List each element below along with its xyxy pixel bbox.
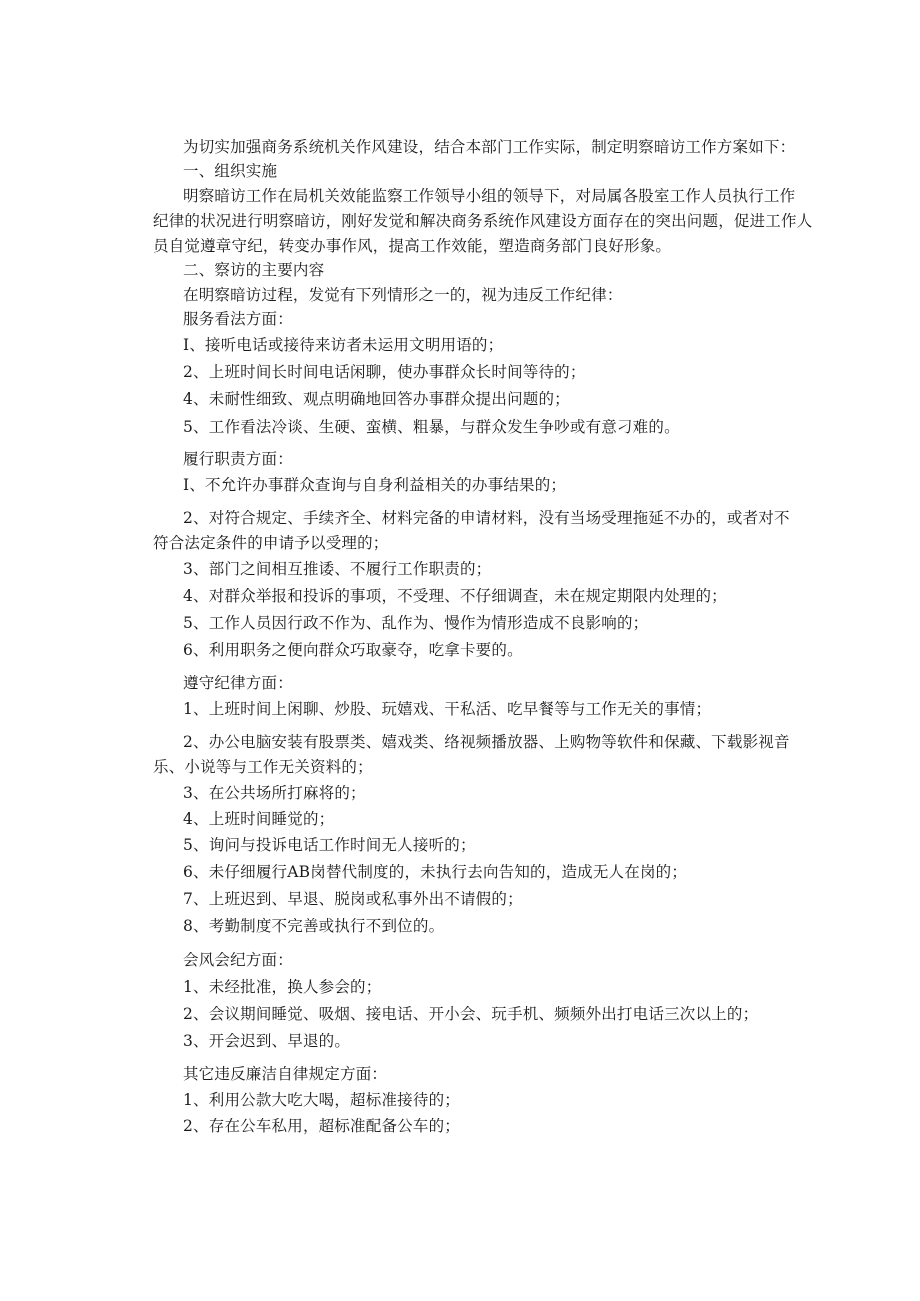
- list-item: 3、开会迟到、早退的。: [183, 1032, 351, 1050]
- list-item: 4、对群众举报和投诉的事项，不受理、不仔细调查，未在规定期限内处理的；: [183, 587, 727, 605]
- list-item: 8、考勤制度不完善或执行不到位的。: [183, 917, 445, 935]
- list-item: 6、利用职务之便向群众巧取豪夺，吃拿卡要的。: [183, 641, 523, 659]
- list-item: 2、办公电脑安装有股票类、嬉戏类、络视频播放器、上购物等软件和保藏、下载影视音: [183, 733, 790, 751]
- subsection-heading: 会风会纪方面：: [183, 951, 293, 969]
- list-item: 1、上班时间上闲聊、炒股、玩嬉戏、干私活、吃早餐等与工作无关的事情；: [183, 700, 712, 718]
- list-item: 7、上班迟到、早退、脱岗或私事外出不请假的；: [183, 890, 523, 908]
- list-item: 4、未耐性细致、观点明确地回答办事群众提出问题的；: [183, 390, 570, 408]
- section-heading-2: 二、察访的主要内容: [183, 261, 325, 279]
- list-item-cont: 符合法定条件的申请予以受理的；: [153, 534, 389, 552]
- list-item: 3、在公共场所打麻将的；: [183, 784, 366, 802]
- list-item: 6、未仔细履行AB岗替代制度的，未执行去向告知的，造成无人在岗的；: [183, 863, 688, 881]
- list-item: 2、对符合规定、手续齐全、材料完备的申请材料，没有当场受理拖延不办的，或者对不: [183, 509, 790, 527]
- list-item: 2、上班时间长时间电话闲聊，使办事群众长时间等待的；: [183, 363, 586, 381]
- paragraph-line: 员自觉遵章守纪，转变办事作风，提高工作效能，塑造商务部门良好形象。: [153, 237, 672, 255]
- list-item: I、不允许办事群众查询与自身利益相关的办事结果的；: [183, 476, 567, 494]
- subsection-heading: 遵守纪律方面：: [183, 674, 293, 692]
- paragraph-line: 纪律的状况进行明察暗访，刚好发觉和解决商务系统作风建设方面存在的突出问题，促进工作人: [153, 212, 813, 230]
- intro-paragraph: 为切实加强商务系统机关作风建设，结合本部门工作实际，制定明察暗访工作方案如下：: [183, 138, 796, 156]
- list-item: 2、会议期间睡觉、吸烟、接电话、开小会、玩手机、频频外出打电话三次以上的；: [183, 1005, 759, 1023]
- list-item-cont: 乐、小说等与工作无关资料的；: [153, 758, 373, 776]
- section-heading-1: 一、组织实施: [183, 162, 278, 180]
- subsection-heading: 其它违反廉洁自律规定方面：: [183, 1065, 388, 1083]
- subsection-heading: 服务看法方面：: [183, 310, 293, 328]
- list-item: 5、询问与投诉电话工作时间无人接听的；: [183, 836, 476, 854]
- list-item: 1、利用公款大吃大喝，超标准接待的；: [183, 1091, 460, 1109]
- subsection-heading: 履行职责方面：: [183, 450, 293, 468]
- list-item: 5、工作人员因行政不作为、乱作为、慢作为情形造成不良影响的；: [183, 614, 649, 632]
- paragraph-line: 在明察暗访过程，发觉有下列情形之一的，视为违反工作纪律：: [183, 286, 623, 304]
- paragraph-line: 明察暗访工作在局机关效能监察工作领导小组的领导下，对局属各股室工作人员执行工作: [183, 187, 796, 205]
- list-item: 5、工作看法冷谈、生硬、蛮横、粗暴，与群众发生争吵或有意刁难的。: [183, 418, 680, 436]
- list-item: 4、上班时间睡觉的；: [183, 810, 335, 828]
- list-item: 3、部门之间相互推诿、不履行工作职责的；: [183, 560, 492, 578]
- list-item: I、接听电话或接待来访者未运用文明用语的；: [183, 336, 504, 354]
- list-item: 2、存在公车私用，超标准配备公车的；: [183, 1117, 460, 1135]
- list-item: 1、未经批准，换人参会的；: [183, 978, 382, 996]
